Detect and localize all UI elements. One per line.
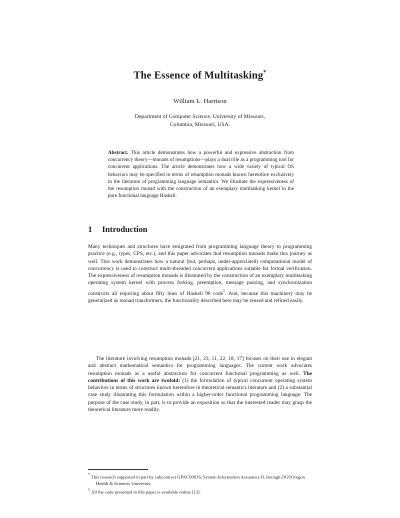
paragraph-2-text: The literature involving resumption monads [21, 23, 11, 22, 18, 17] focuses on their use in elegant and abstract mathematical semantics for programming languages. The current work advocates resumption monads as a useful abstraction for concurrent functional programming as well. bbox=[88, 356, 312, 377]
footnotes bbox=[88, 472, 312, 496]
title-footnote-mark: * bbox=[263, 70, 267, 76]
title-text: The Essence of Multitasking bbox=[133, 70, 264, 82]
paper-title bbox=[0, 70, 400, 82]
abstract bbox=[108, 150, 294, 200]
footnote-2-mark: 1 bbox=[88, 488, 90, 493]
footnote-ref-1: 1 bbox=[223, 288, 225, 293]
paragraph-1 bbox=[88, 244, 312, 305]
footnote-2-text: All the code presented in this paper is available online [13]. bbox=[91, 489, 201, 495]
paragraph-1-text-end: . And, because this machinery may be generalized as monad transformers, the functionality described here may be reused and refined easily. bbox=[88, 290, 313, 304]
affiliation-line-2: Columbia, Missouri, USA. bbox=[169, 122, 231, 128]
paragraph-2-text-end: (1) the formulation of typical concurrent operating system behaviors in terms of structures known heretofore in theoretical semantics literature and (2) a substantial case study illustrating this formulation within a higher-order functional programming language. The purpose of the case study, in part, is to provide an exposition so that the interested reader may grasp the theoretical literature more readily. bbox=[88, 377, 312, 414]
footnote-2 bbox=[88, 487, 312, 496]
abstract-label: Abstract. bbox=[108, 150, 129, 156]
contributions-lead: The contributions of this work are twofold: bbox=[88, 370, 312, 384]
abstract-text: This article demonstrates how a powerful and expressive abstraction from concurrency theory—monads of resumptions—plays a dual rôle as a programming tool for concurrent applications. The article demonstrates how a wide variety of typical OS behaviors may be specified in terms of resumption monads known heretofore exclusively in the literature of programming language semantics. We illustrate the expressiveness of the resumption monad with the construction of an exemplary multitasking kernel in the pure functional language Haskell. bbox=[108, 150, 294, 200]
footnote-1 bbox=[88, 472, 312, 487]
affiliation bbox=[0, 113, 400, 129]
section-heading bbox=[88, 225, 147, 234]
section-title: Introduction bbox=[102, 225, 148, 234]
footnote-1-mark: * bbox=[88, 473, 90, 477]
paragraph-2 bbox=[88, 356, 312, 414]
author-name: William L. Harrison bbox=[173, 98, 227, 105]
paragraph-1-text: Many techniques and structures have emigrated from programming language theory to programming practice (e.g., types, CPS, etc.), and this paper advocates that resumption monads make this journey as well. This work demonstrates how a natural (but, perhaps, under-appreciated) computational model of concurrency is used to construct multi-threaded concurrent applications suitable for formal verification. The expressiveness of resumption monads is illustrated by the construction of an exemplary multitasking operating system kernel with process forking, preemption, message passing, and synchronization constructs all requiring about fifty lines of Haskell 98 code bbox=[88, 244, 312, 297]
section-number: 1 bbox=[88, 225, 93, 234]
affiliation-line-1: Department of Computer Science, University of Missouri, bbox=[134, 114, 266, 120]
footnote-rule bbox=[88, 469, 148, 470]
footnote-1-text: This research supported in part by subcontract GPACS0016, System Information Assurance II, through OGI/Oregon Health & Sciences University. bbox=[91, 474, 305, 486]
